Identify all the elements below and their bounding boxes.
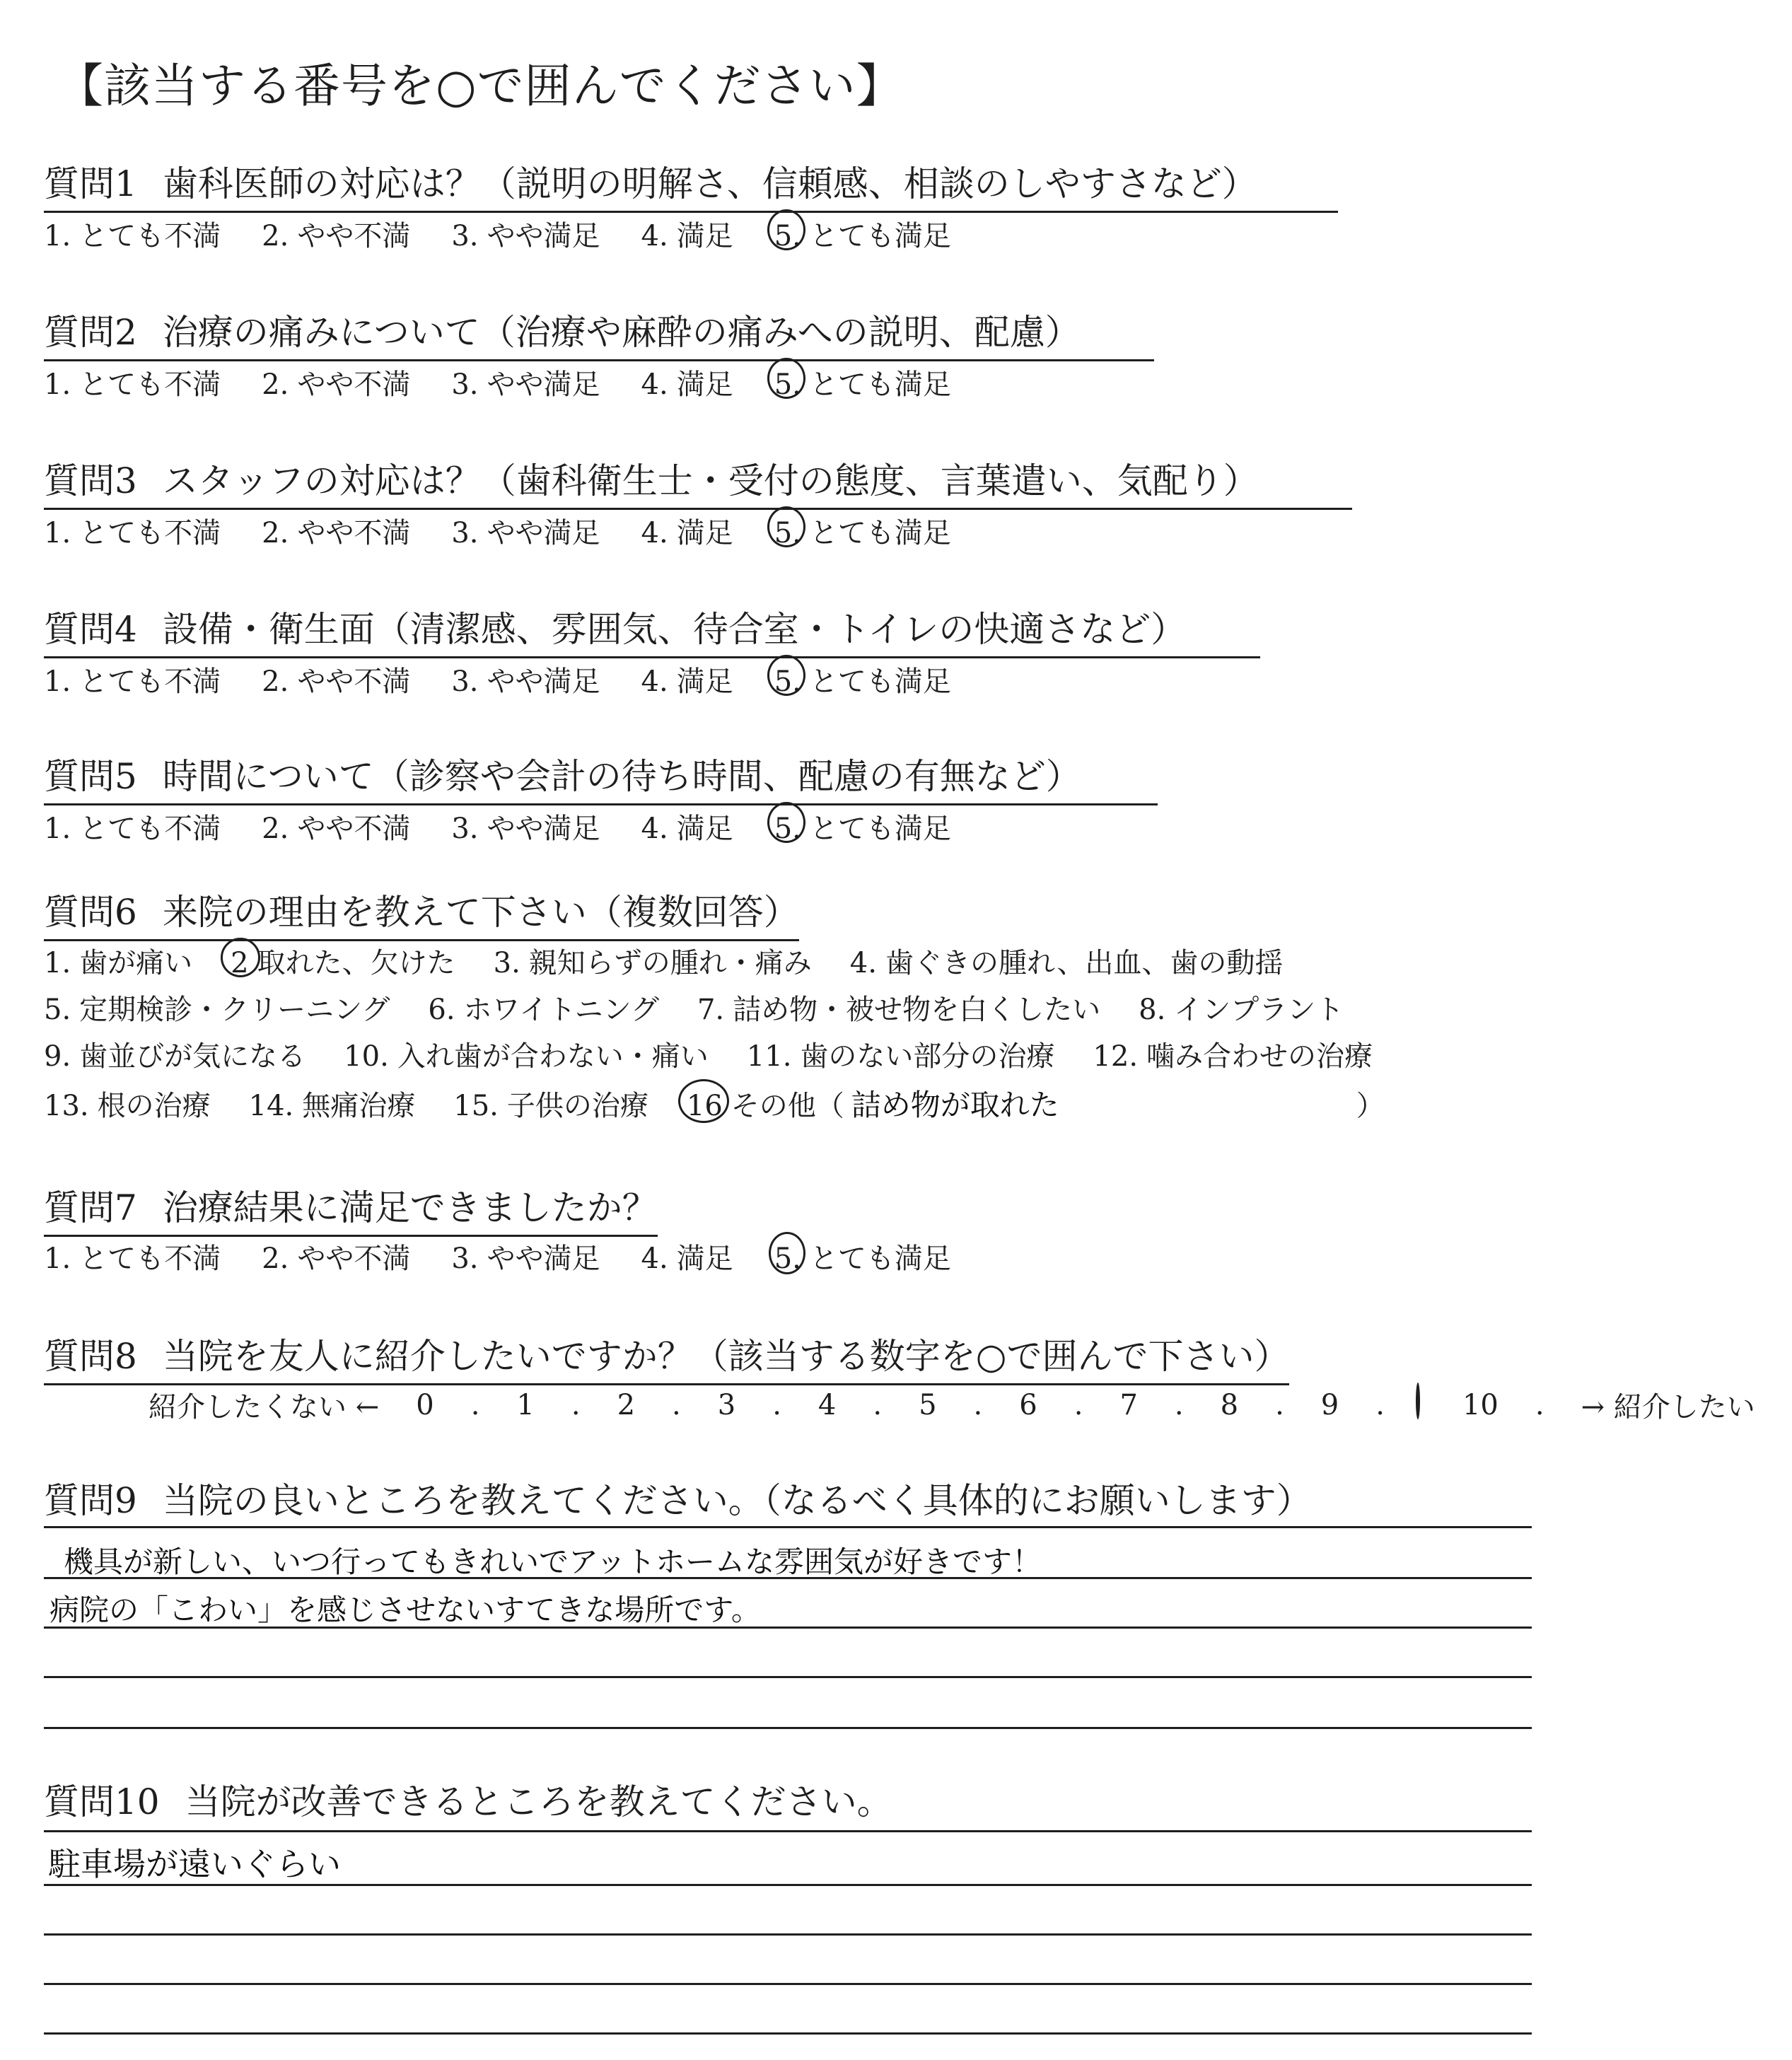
question-4-options (44, 659, 992, 699)
q1-option-2[interactable]: 2. やや不満 (262, 220, 411, 252)
q9-answer-line-1[interactable]: 機具が新しい、いつ行ってもきれいでアットホームな雰囲気が好きです！ (64, 1544, 1042, 1579)
q5-option-2[interactable]: 2. やや不満 (262, 813, 411, 845)
q2-option-1[interactable]: 1. とても不満 (44, 368, 221, 401)
question-number: 質問4 (44, 609, 137, 650)
q8-scale (149, 1385, 1792, 1425)
question-text: 歯科医師の対応は？（説明の明解さ、信頼感、相談のしやすさなど） (162, 163, 1257, 204)
question-7-heading (44, 1180, 658, 1237)
q3-option-4[interactable]: 4. 満足 (641, 517, 733, 549)
question-3-heading (44, 453, 1352, 510)
q4-option-4[interactable]: 4. 満足 (641, 665, 733, 698)
q2-option-3[interactable]: 3. やや満足 (451, 368, 600, 401)
q8-right-label: → 紹介したい (1581, 1391, 1755, 1424)
question-2-options (44, 362, 992, 402)
q8-value-2[interactable]: 2 . (617, 1388, 681, 1421)
selection-circle (1416, 1383, 1420, 1419)
question-number: 質問10 (44, 1781, 160, 1822)
q6-options-row-2 (44, 987, 1382, 1028)
q6-options-row-1 (44, 941, 1321, 981)
answer-line (44, 1627, 1532, 1629)
selection-circle (221, 938, 260, 977)
q5-option-5[interactable]: 5. とても満足 (774, 806, 951, 846)
selection-circle (767, 655, 805, 696)
q4-option-3[interactable]: 3. やや満足 (451, 665, 600, 698)
answer-line (44, 2032, 1532, 2035)
q2-option-5[interactable]: 5. とても満足 (774, 362, 951, 402)
q7-option-3[interactable]: 3. やや満足 (451, 1243, 600, 1275)
q6-option-6[interactable]: 6. ホワイトニング (428, 994, 659, 1026)
q7-option-5[interactable]: 5. とても満足 (774, 1236, 951, 1276)
question-3-options (44, 511, 992, 551)
q6-options-row-3 (44, 1034, 1411, 1074)
q6-option-9[interactable]: 9. 歯並びが気になる (44, 1040, 306, 1073)
q8-value-0[interactable]: 0 . (416, 1388, 480, 1421)
q6-option-4[interactable]: 4. 歯ぐきの腫れ、出血、歯の動揺 (849, 947, 1284, 979)
question-text: 設備・衛生面（清潔感、雰囲気、待合室・トイレの快適さなど） (162, 609, 1187, 650)
question-number: 質問7 (44, 1187, 137, 1228)
q8-value-1[interactable]: 1 . (516, 1388, 581, 1421)
q6-options-row-4 (44, 1082, 1385, 1124)
answer-line (44, 1884, 1532, 1886)
question-number: 質問9 (44, 1480, 137, 1521)
q3-option-5[interactable]: 5. とても満足 (774, 511, 951, 551)
q6-option-12[interactable]: 12. 噛み合わせの治療 (1093, 1040, 1373, 1073)
selection-circle (678, 1079, 729, 1123)
q7-option-1[interactable]: 1. とても不満 (44, 1243, 221, 1275)
question-text: 治療の痛みについて（治療や麻酔の痛みへの説明、配慮） (162, 312, 1081, 353)
q6-option-7[interactable]: 7. 詰め物・被せ物を白くしたい (697, 994, 1101, 1026)
question-1-heading (44, 156, 1338, 213)
answer-line (44, 1830, 1532, 1832)
q2-option-2[interactable]: 2. やや不満 (262, 368, 411, 401)
q3-option-1[interactable]: 1. とても不満 (44, 517, 221, 549)
q8-value-8[interactable]: 8 . (1220, 1388, 1284, 1421)
q3-option-2[interactable]: 2. やや不満 (262, 517, 411, 549)
question-9-heading (44, 1472, 1312, 1523)
question-text: 治療結果に満足できましたか？ (162, 1187, 658, 1228)
question-6-heading (44, 884, 799, 941)
q4-option-1[interactable]: 1. とても不満 (44, 665, 221, 698)
question-number: 質問6 (44, 892, 137, 933)
q7-option-2[interactable]: 2. やや不満 (262, 1243, 411, 1275)
question-text: 来院の理由を教えて下さい（複数回答） (162, 892, 799, 933)
q7-option-4[interactable]: 4. 満足 (641, 1243, 733, 1275)
q6-option-16[interactable]: 16 その他（ (687, 1083, 844, 1124)
q8-value-4[interactable]: 4 . (818, 1388, 883, 1421)
q6-option-14[interactable]: 14. 無痛治療 (248, 1089, 416, 1122)
q1-option-5[interactable]: 5. とても満足 (774, 214, 951, 254)
q1-option-1[interactable]: 1. とても不満 (44, 220, 221, 252)
question-10-heading (44, 1774, 892, 1825)
q8-value-3[interactable]: 3 . (717, 1388, 781, 1421)
page-title: 【該当する番号を○で囲んでください】 (57, 59, 904, 113)
question-number: 質問5 (44, 756, 137, 797)
answer-line (44, 1983, 1532, 1985)
q8-value-10[interactable]: 10 . (1421, 1389, 1544, 1421)
question-4-heading (44, 601, 1260, 658)
question-number: 質問2 (44, 312, 137, 353)
question-text: 当院が改善できるところを教えてください。 (185, 1781, 892, 1822)
answer-line (44, 1727, 1532, 1729)
q4-option-2[interactable]: 2. やや不満 (262, 665, 411, 698)
q6-option-5[interactable]: 5. 定期検診・クリーニング (44, 994, 390, 1026)
q8-value-5[interactable]: 5 . (919, 1388, 983, 1421)
selection-circle (767, 209, 805, 250)
question-8-heading (44, 1328, 1289, 1385)
answer-line (44, 1676, 1532, 1678)
question-text: 時間について（診察や会計の待ち時間、配慮の有無など） (162, 756, 1081, 797)
q10-answer[interactable]: 駐車場が遠いぐらい (48, 1845, 341, 1883)
question-2-heading (44, 304, 1154, 361)
q6-other-close-paren: ） (1356, 1089, 1385, 1122)
selection-circle (767, 358, 805, 399)
q2-option-4[interactable]: 4. 満足 (641, 368, 733, 401)
question-number: 質問1 (44, 163, 137, 204)
question-5-heading (44, 748, 1158, 805)
question-5-options (44, 806, 992, 846)
q8-left-label: 紹介したくない ← (149, 1391, 380, 1424)
q4-option-5[interactable]: 5. とても満足 (774, 659, 951, 699)
selection-circle (769, 1232, 805, 1274)
q1-option-3[interactable]: 3. やや満足 (451, 220, 600, 252)
q8-value-6[interactable]: 6 . (1019, 1388, 1083, 1421)
q5-option-4[interactable]: 4. 満足 (641, 813, 733, 845)
question-number: 質問8 (44, 1336, 137, 1377)
q1-option-4[interactable]: 4. 満足 (641, 220, 733, 252)
answer-line (44, 1933, 1532, 1936)
question-text: 当院の良いところを教えてください。（なるべく具体的にお願いします） (162, 1480, 1312, 1521)
selection-circle (767, 802, 805, 843)
q3-option-3[interactable]: 3. やや満足 (451, 517, 600, 549)
question-text: スタッフの対応は？（歯科衛生士・受付の態度、言葉遣い、気配り） (162, 460, 1259, 501)
q6-option-2[interactable]: 2 取れた、欠けた (231, 941, 455, 981)
q6-other-handwritten: 詰め物が取れた (851, 1088, 1059, 1122)
q9-answer-line-2[interactable]: 病院の「こわい」を感じさせないすてきな場所です。 (50, 1593, 761, 1627)
answer-line (44, 1577, 1532, 1579)
q6-option-8[interactable]: 8. インプラント (1139, 994, 1344, 1026)
q6-option-1[interactable]: 1. 歯が痛い (44, 947, 193, 979)
q5-option-3[interactable]: 3. やや満足 (451, 813, 600, 845)
question-number: 質問3 (44, 460, 137, 501)
q6-option-3[interactable]: 3. 親知らずの腫れ・痛み (493, 947, 812, 979)
answer-line (44, 1526, 1532, 1528)
question-1-options (44, 214, 992, 254)
q5-option-1[interactable]: 1. とても不満 (44, 813, 221, 845)
q6-option-15[interactable]: 15. 子供の治療 (453, 1089, 648, 1122)
q6-option-10[interactable]: 10. 入れ歯が合わない・痛い (344, 1040, 709, 1073)
q7-options (44, 1236, 992, 1276)
question-text: 当院を友人に紹介したいですか？（該当する数字を○で囲んで下さい） (162, 1336, 1290, 1377)
q6-option-13[interactable]: 13. 根の治療 (44, 1089, 211, 1122)
q6-option-11[interactable]: 11. 歯のない部分の治療 (746, 1040, 1055, 1073)
q8-value-9[interactable]: 9 . (1320, 1388, 1385, 1421)
q8-value-7[interactable]: 7 . (1119, 1388, 1184, 1421)
selection-circle (767, 506, 805, 547)
